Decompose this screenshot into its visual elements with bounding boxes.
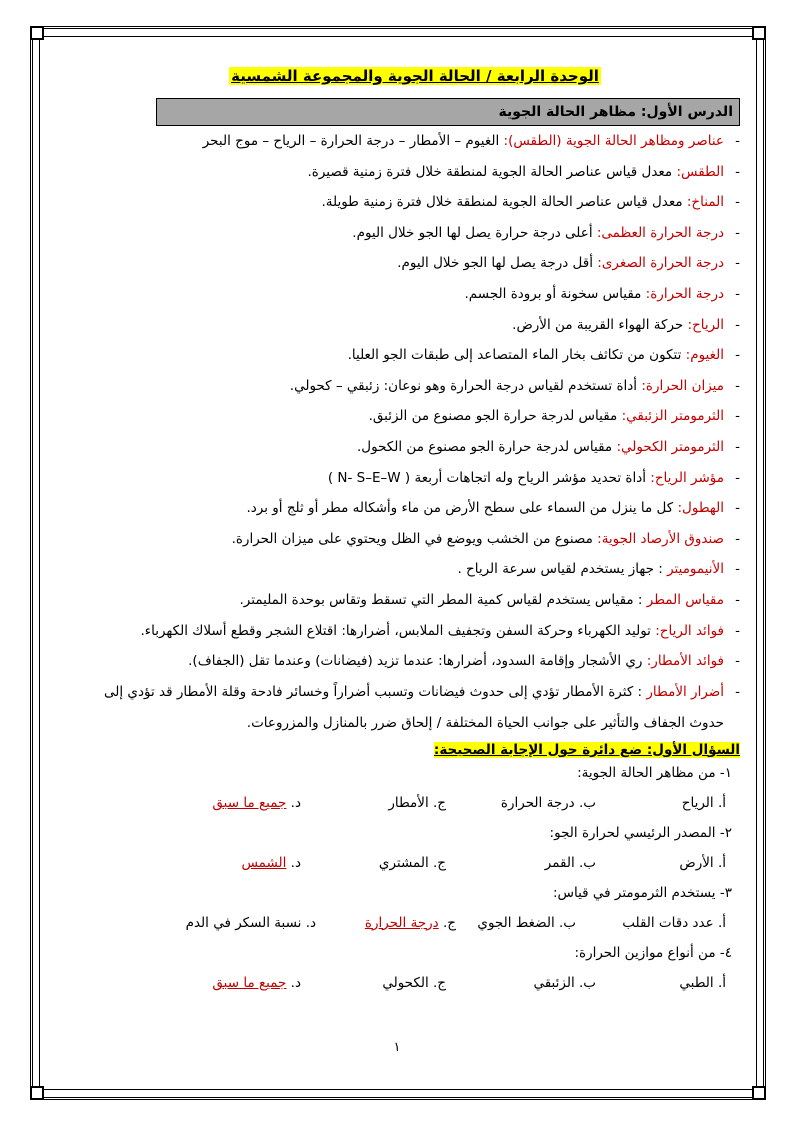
page-number: ١ xyxy=(393,1040,401,1055)
definition-text: مقياس لدرجة حرارة الجو مصنوع من الزئبق. xyxy=(368,408,622,425)
definition-item xyxy=(90,554,740,585)
definitions-list xyxy=(90,126,740,739)
questions-block xyxy=(90,758,740,998)
definition-item xyxy=(90,616,740,647)
definition-term: عناصر ومظاهر الحالة الجوية (الطقس): xyxy=(503,133,724,149)
definition-term: الغيوم: xyxy=(685,347,724,364)
definition-text: أعلى درجة حرارة يصل لها الجو خلال اليوم. xyxy=(352,224,597,241)
option-b[interactable]: ب. الضغط الجوي xyxy=(477,914,576,931)
definition-term: مؤشر الرياح: xyxy=(650,469,724,486)
definition-term: مقياس المطر xyxy=(646,591,724,608)
option-d[interactable]: د. نسبة السكر في الدم xyxy=(185,914,316,931)
definition-item xyxy=(90,310,740,341)
definition-text: الغيوم – الأمطار – درجة الحرارة – الرياح – موج البحر xyxy=(202,133,504,149)
question-title: السؤال الأول: ضع دائرة حول الإجابة الصحيحة: xyxy=(433,741,740,758)
option-a[interactable]: أ. عدد دقات القلب xyxy=(622,914,726,931)
definition-term: المناخ: xyxy=(686,194,724,211)
definition-text: : كثرة الأمطار تؤدي إلى حدوث فيضانات وتسبب أضراراً وخسائر فادحة وقلة الأمطار قد تؤدي إلى حدوث الجفاف والتأثير على جوانب الحياة المختلفة / إلحاق ضرر بالمنازل والمزروعات. xyxy=(103,683,724,731)
definition-item xyxy=(90,157,740,188)
definition-item xyxy=(90,218,740,249)
definition-term: الهطول: xyxy=(677,500,724,517)
definition-term: درجة الحرارة العظمى: xyxy=(596,224,724,241)
definition-text: أقل درجة يصل لها الجو خلال اليوم. xyxy=(397,255,598,272)
definition-text: كل ما ينزل من السماء على سطح الأرض من ماء وأشكاله مطر أو ثلج أو برد. xyxy=(246,500,678,517)
definition-item xyxy=(90,463,740,494)
definition-text: توليد الكهرباء وحركة السفن وتجفيف الملابس، أضرارها: اقتلاع الشجر وقطع أسلاك الكهرباء. xyxy=(140,622,656,639)
correct-answer: جميع ما سبق xyxy=(212,974,287,991)
definition-item xyxy=(90,279,740,310)
definition-text: : جهاز يستخدم لقياس سرعة الرياح . xyxy=(457,561,668,578)
definition-term: فوائد الأمطار: xyxy=(646,653,724,670)
definition-term: الطقس: xyxy=(676,163,724,180)
option-a[interactable]: أ. الرياح xyxy=(681,794,726,811)
option-d[interactable] xyxy=(101,968,301,998)
definition-text: مقياس سخونة أو برودة الجسم. xyxy=(464,285,646,302)
question-stem: ٤- من أنواع موازين الحرارة: xyxy=(574,944,732,961)
option-b[interactable]: ب. درجة الحرارة xyxy=(500,794,596,811)
definition-text: : مقياس يستخدم لقياس كمية المطر التي تسقط وتقاس بوحدة المليمتر. xyxy=(239,591,647,608)
question-options xyxy=(90,968,740,998)
definition-text: مقياس لدرجة حرارة الجو مصنوع من الكحول. xyxy=(357,438,617,455)
question-options xyxy=(90,908,740,938)
definition-text: معدل قياس عناصر الحالة الجوية لمنطقة خلال فترة زمنية قصيرة. xyxy=(307,163,677,180)
lesson-header: الدرس الأول: مظاهر الحالة الجوية xyxy=(156,98,740,126)
definition-item xyxy=(90,585,740,616)
option-d[interactable] xyxy=(101,848,301,878)
definition-item xyxy=(90,340,740,371)
definition-text: مصنوع من الخشب ويوضع في الظل ويحتوي على ميزان الحرارة. xyxy=(231,530,598,547)
definition-term: درجة الحرارة: xyxy=(645,285,724,302)
option-d[interactable] xyxy=(101,788,301,818)
question-stem: ٢- المصدر الرئيسي لحرارة الجو: xyxy=(549,824,732,841)
option-c[interactable]: ج. المشتري xyxy=(378,854,446,871)
question-stem: ١- من مظاهر الحالة الجوية: xyxy=(577,764,732,781)
definition-item xyxy=(90,248,740,279)
definition-item xyxy=(90,524,740,555)
border-corner xyxy=(30,26,44,40)
option-c[interactable]: ج. الكحولي xyxy=(382,974,446,991)
option-b[interactable]: ب. الزئبقي xyxy=(533,974,596,991)
option-label: د. xyxy=(286,974,301,991)
option-c[interactable] xyxy=(316,908,456,938)
definition-text: معدل قياس عناصر الحالة الجوية لمنطقة خلال فترة زمنية طويلة. xyxy=(321,194,687,211)
definition-term: صندوق الأرصاد الجوية: xyxy=(597,530,724,547)
option-label: ج. xyxy=(438,914,456,931)
definition-term: درجة الحرارة الصغرى: xyxy=(597,255,724,272)
definition-item xyxy=(90,401,740,432)
option-label: د. xyxy=(286,854,301,871)
correct-answer: جميع ما سبق xyxy=(212,794,287,811)
correct-answer: الشمس xyxy=(241,854,287,871)
definition-item xyxy=(90,371,740,402)
definition-text: ري الأشجار وإقامة السدود، أضرارها: عندما تزيد (فيضانات) وعندما تقل (الجفاف). xyxy=(188,653,647,670)
border-corner xyxy=(30,1086,44,1100)
definition-item xyxy=(90,493,740,524)
definition-text: تتكون من تكاثف بخار الماء المتصاعد إلى طبقات الجو العليا. xyxy=(347,347,686,364)
definition-term: فوائد الرياح: xyxy=(655,622,724,639)
option-label: د. xyxy=(286,794,301,811)
definition-text: حركة الهواء القريبة من الأرض. xyxy=(512,316,688,333)
definition-text: أداة تستخدم لقياس درجة الحرارة وهو نوعان: زئبقي – كحولي. xyxy=(289,377,642,394)
option-a[interactable]: أ. الأرض xyxy=(679,854,726,871)
definition-item xyxy=(90,432,740,463)
definition-term: الثرمومتر الكحولي: xyxy=(616,438,724,455)
definition-item xyxy=(90,646,740,677)
definition-term: ميزان الحرارة: xyxy=(641,377,724,394)
border-corner xyxy=(752,26,766,40)
definition-term: الثرمومتر الزئبقي: xyxy=(621,408,724,425)
document-body xyxy=(90,64,740,998)
option-c[interactable]: ج. الأمطار xyxy=(388,794,446,811)
question-stem: ٣- يستخدم الثرمومتر في قياس: xyxy=(552,884,732,901)
definition-item xyxy=(90,126,740,157)
definition-text: أداة تحديد مؤشر الرياح وله اتجاهات أربعة ( N- S–E–W ) xyxy=(327,469,651,486)
correct-answer: درجة الحرارة xyxy=(364,914,439,931)
question-options xyxy=(90,848,740,878)
border-corner xyxy=(752,1086,766,1100)
definition-term: أضرار الأمطار xyxy=(646,683,724,700)
option-b[interactable]: ب. القمر xyxy=(544,854,596,871)
definition-term: الرياح: xyxy=(687,316,724,333)
definition-item xyxy=(90,187,740,218)
definition-item xyxy=(90,677,740,739)
question-options xyxy=(90,788,740,818)
option-a[interactable]: أ. الطبي xyxy=(679,974,726,991)
unit-title: الوحدة الرابعة / الحالة الجوية والمجموعة الشمسية xyxy=(231,67,599,85)
definition-term: الأنيموميتر xyxy=(667,561,724,578)
